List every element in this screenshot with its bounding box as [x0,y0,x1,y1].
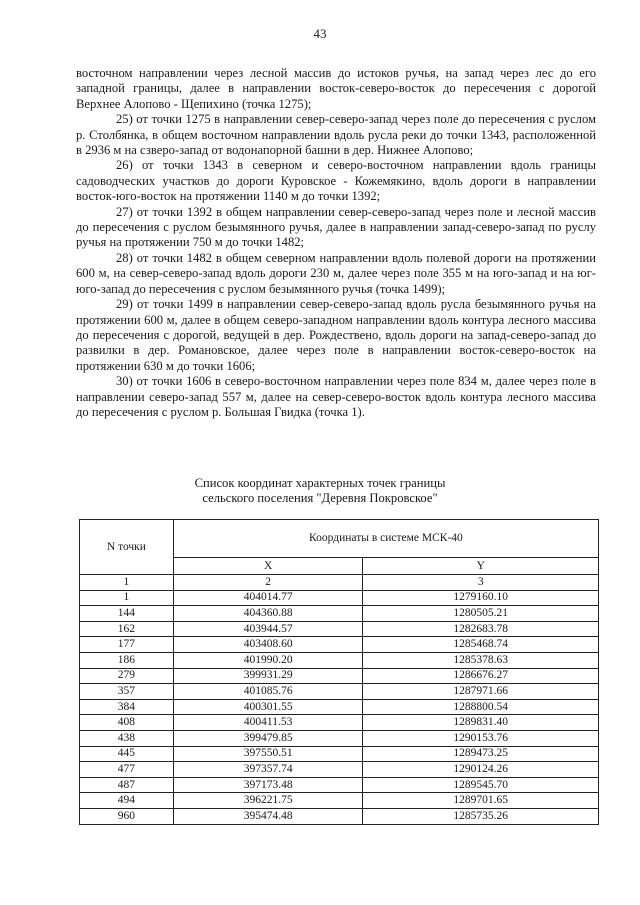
table-row [80,699,599,715]
y-coordinate-cell: 1279160.10 [363,590,599,606]
point-number-cell: 357 [80,684,174,700]
y-coordinate-cell: 1286676.27 [363,668,599,684]
point-number-cell: 1 [80,590,174,606]
table-body [80,590,599,824]
table-header-row [80,520,599,558]
table-row [80,668,599,684]
point-number-cell: 408 [80,715,174,731]
x-coordinate-cell: 399479.85 [173,730,363,746]
y-coordinate-cell: 1289473.25 [363,746,599,762]
x-coordinate-cell: 397173.48 [173,777,363,793]
paragraph-item-28: 28) от точки 1482 в общем северном направлении вдоль полевой дороги на протяжении 600 м, на север-северо-запад вдоль дороги 230 м, далее через поле 355 м на юго-запад и на юг-юго-запад до пересечения с руслом безымянного ручья (точка 1499); [76,250,596,296]
y-coordinate-cell: 1290124.26 [363,762,599,778]
paragraph-item-26: 26) от точки 1343 в северном и северо-восточном направлении вдоль границы садоводческих участков до дороги Куровское - Кожемякино, вдоль дороги в направлении восток-юго-восток на протяжении 1140 м до точки 1392; [76,158,596,204]
x-coordinate-cell: 404360.88 [173,606,363,622]
y-coordinate-cell: 1289831.40 [363,715,599,731]
x-coordinate-cell: 400301.55 [173,699,363,715]
x-coordinate-cell: 403408.60 [173,637,363,653]
point-number-cell: 487 [80,777,174,793]
table-row [80,590,599,606]
table-index-row [80,575,599,591]
body-text [76,66,596,420]
paragraph-item-29: 29) от точки 1499 в направлении север-северо-запад вдоль русла безымянного ручья на протяжении 600 м, далее в общем северо-западном направлении вдоль контура лесного массива до пересечения с дорогой, ведущей в дер. Рождествено, вдоль дороги на запад-северо-запад до развилки в дер. Романовское, далее через поле в направлении восток-северо-восток на протяжении 630 м до точки 1606; [76,297,596,373]
x-coordinate-cell: 395474.48 [173,808,363,824]
point-number-cell: 144 [80,606,174,622]
table-caption [0,476,640,507]
x-coordinate-cell: 403944.57 [173,621,363,637]
y-coordinate-cell: 1290153.76 [363,730,599,746]
point-number-cell: 494 [80,793,174,809]
paragraph-continuation: восточном направлении через лесной массив до истоков ручья, на запад через лес до его западной границы, далее в направлении восток-северо-восток до пересечения с дорогой Верхнее Алопово - Щепихино (точка 1275); [76,66,596,111]
table-row [80,808,599,824]
table-row [80,621,599,637]
paragraph-item-27: 27) от точки 1392 в общем направлении север-северо-запад через поле и лесной массив до пересечения с руслом безымянного ручья, далее в направлении запад-северо-запад по руслу ручья на протяжении 750 м до точки 1482; [76,204,596,250]
table-row [80,715,599,731]
y-coordinate-cell: 1285735.26 [363,808,599,824]
table-row [80,637,599,653]
header-coordinate-system: Координаты в системе МСК-40 [173,520,598,558]
point-number-cell: 186 [80,652,174,668]
point-number-cell: 177 [80,637,174,653]
x-coordinate-cell: 401085.76 [173,684,363,700]
index-cell: 3 [363,575,599,591]
x-coordinate-cell: 396221.75 [173,793,363,809]
table-row [80,684,599,700]
y-coordinate-cell: 1285468.74 [363,637,599,653]
header-y: Y [363,558,599,575]
y-coordinate-cell: 1287971.66 [363,684,599,700]
table-row [80,762,599,778]
point-number-cell: 162 [80,621,174,637]
y-coordinate-cell: 1289701.65 [363,793,599,809]
index-cell: 1 [80,575,174,591]
x-coordinate-cell: 400411.53 [173,715,363,731]
table-row [80,746,599,762]
table-row [80,793,599,809]
x-coordinate-cell: 397550.51 [173,746,363,762]
point-number-cell: 960 [80,808,174,824]
coordinates-table [79,519,599,825]
y-coordinate-cell: 1280505.21 [363,606,599,622]
table-row [80,777,599,793]
index-cell: 2 [173,575,363,591]
paragraph-item-30: 30) от точки 1606 в северо-восточном направлении через поле 834 м, далее через поле в направлении северо-запад 557 м, далее на север-северо-восток вдоль контура лесного массива до пересечения с руслом р. Большая Гвидка (точка 1). [76,374,596,419]
x-coordinate-cell: 397357.74 [173,762,363,778]
x-coordinate-cell: 404014.77 [173,590,363,606]
table-row [80,730,599,746]
x-coordinate-cell: 401990.20 [173,652,363,668]
point-number-cell: 477 [80,762,174,778]
y-coordinate-cell: 1288800.54 [363,699,599,715]
y-coordinate-cell: 1282683.78 [363,621,599,637]
x-coordinate-cell: 399931.29 [173,668,363,684]
point-number-cell: 445 [80,746,174,762]
point-number-cell: 438 [80,730,174,746]
y-coordinate-cell: 1285378.63 [363,652,599,668]
point-number-cell: 384 [80,699,174,715]
point-number-cell: 279 [80,668,174,684]
header-x: X [173,558,363,575]
caption-line-1: Список координат характерных точек границы [194,476,446,490]
table-row [80,606,599,622]
paragraph-item-25: 25) от точки 1275 в направлении север-северо-запад через поле до пересечения с руслом р. Столбянка, в общем восточном направлении вдоль русла реки до точки 1343, расположенной в 2936 м на сзверо-запад от водонапорной башни в дер. Нижнее Алопово; [76,112,596,158]
page-number: 43 [313,26,327,41]
table-row [80,652,599,668]
y-coordinate-cell: 1289545.70 [363,777,599,793]
caption-line-2: сельского поселения "Деревня Покровское" [202,491,438,506]
header-point-number: N точки [80,520,174,575]
